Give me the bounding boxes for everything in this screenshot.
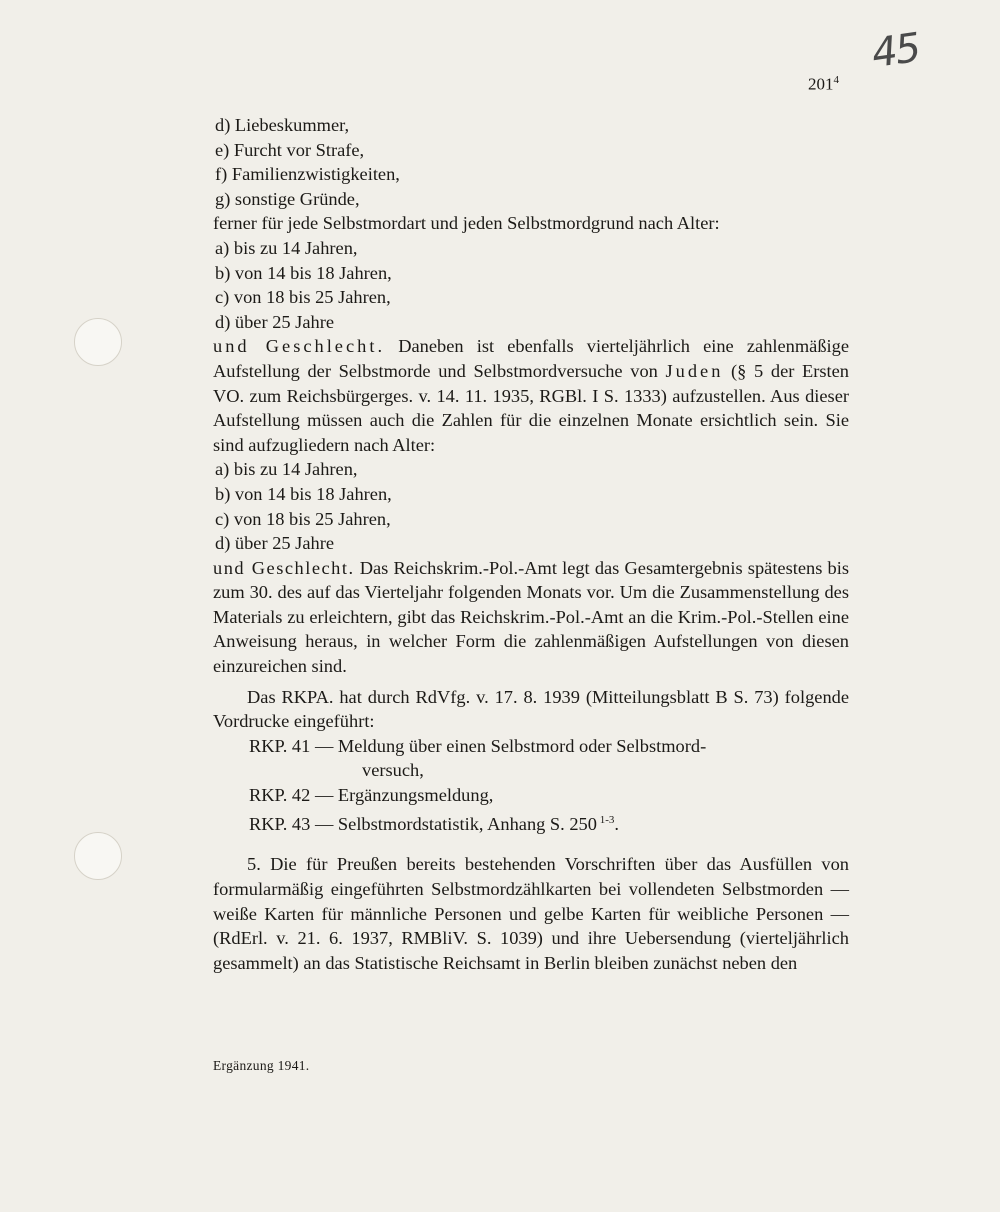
form-item-continuation: versuch,	[362, 760, 424, 781]
age-item: a) bis zu 14 Jahren,	[215, 459, 358, 480]
footer-note: Ergänzung 1941.	[213, 1058, 310, 1073]
list-item: f) Familienzwistigkeiten,	[215, 164, 400, 185]
body-text	[213, 113, 849, 975]
form-item: RKP. 42 — Ergänzungsmeldung,	[249, 785, 494, 806]
list-item: e) Furcht vor Strafe,	[215, 139, 365, 160]
form-item: RKP. 41 — Meldung über einen Selbstmord oder Selbstmord-	[249, 735, 707, 756]
paragraph-jews: und Geschlecht. Daneben ist ebenfalls vierteljährlich eine zahlenmäßige Aufstellung der Selbstmorde und Selbstmordversuche von Juden (§ 5 der Ersten VO. zum Reichsbürgerges. v. 14. 11. 1935, RGBl. I S. 1333) aufzustellen. Aus dieser Aufstellung müssen auch die Zahlen für die einzelnen Monate ersichtlich sein. Sie sind aufzugliedern nach Alter:	[213, 336, 850, 455]
age-item: d) über 25 Jahre	[215, 311, 334, 332]
spaced-text: und Geschlecht.	[213, 557, 355, 578]
list-item: d) Liebeskummer,	[215, 115, 350, 135]
form-list	[213, 734, 849, 837]
paragraph-forms: Das RKPA. hat durch RdVfg. v. 17. 8. 1939 (Mitteilungsblatt B S. 73) folgende Vordrucke eingeführt:	[213, 686, 849, 732]
paragraph-result: und Geschlecht. Das Reichskrim.-Pol.-Amt legt das Gesamtergebnis spätestens bis zum 30. des auf das Vierteljahr folgenden Monats vor. Um die Zusammenstellung des Materials zu erleichtern, gibt das Reichskrim.-Pol.-Amt an die Krim.-Pol.-Stellen eine Anweisung heraus, in welcher Form die zahlenmäßigen Aufstellungen von diesen einzureichen sind.	[213, 557, 849, 677]
age-item: d) über 25 Jahre	[215, 533, 334, 554]
page-number: $201^4$	[808, 74, 839, 94]
sentence-age: ferner für jede Selbstmordart und jeden Selbstmordgrund nach Alter:	[213, 213, 720, 234]
spaced-text: Juden	[665, 360, 724, 381]
form-item: RKP. 43 — Selbstmordstatistik, Anhang S. 250 $^{1-3}$.	[249, 813, 619, 834]
list-item: g) sonstige Gründe,	[215, 188, 360, 209]
punch-hole-top	[74, 318, 122, 366]
age-item: b) von 14 bis 18 Jahren,	[215, 262, 392, 283]
paragraph-prussia: 5. Die für Preußen bereits bestehenden Vorschriften über das Ausfüllen von formularmäßig eingeführten Selbstmordzählkarten bei vollendeten Selbstmorden — weiße Karten für männliche Personen und gelbe Karten für weibliche Personen — (RdErl. v. 21. 6. 1937, RMBliV. S. 1039) und ihre Uebersendung (vierteljährlich gesammelt) an das Statistische Reichsamt in Berlin bleiben zunächst neben den	[213, 854, 849, 973]
age-item: b) von 14 bis 18 Jahren,	[215, 483, 392, 504]
handwritten-number: 45	[869, 24, 922, 78]
age-item: c) von 18 bis 25 Jahren,	[215, 508, 391, 529]
age-item: a) bis zu 14 Jahren,	[215, 237, 358, 258]
spaced-text: und Geschlecht.	[213, 336, 386, 357]
age-item: c) von 18 bis 25 Jahren,	[215, 287, 391, 308]
punch-hole-bottom	[74, 832, 122, 880]
